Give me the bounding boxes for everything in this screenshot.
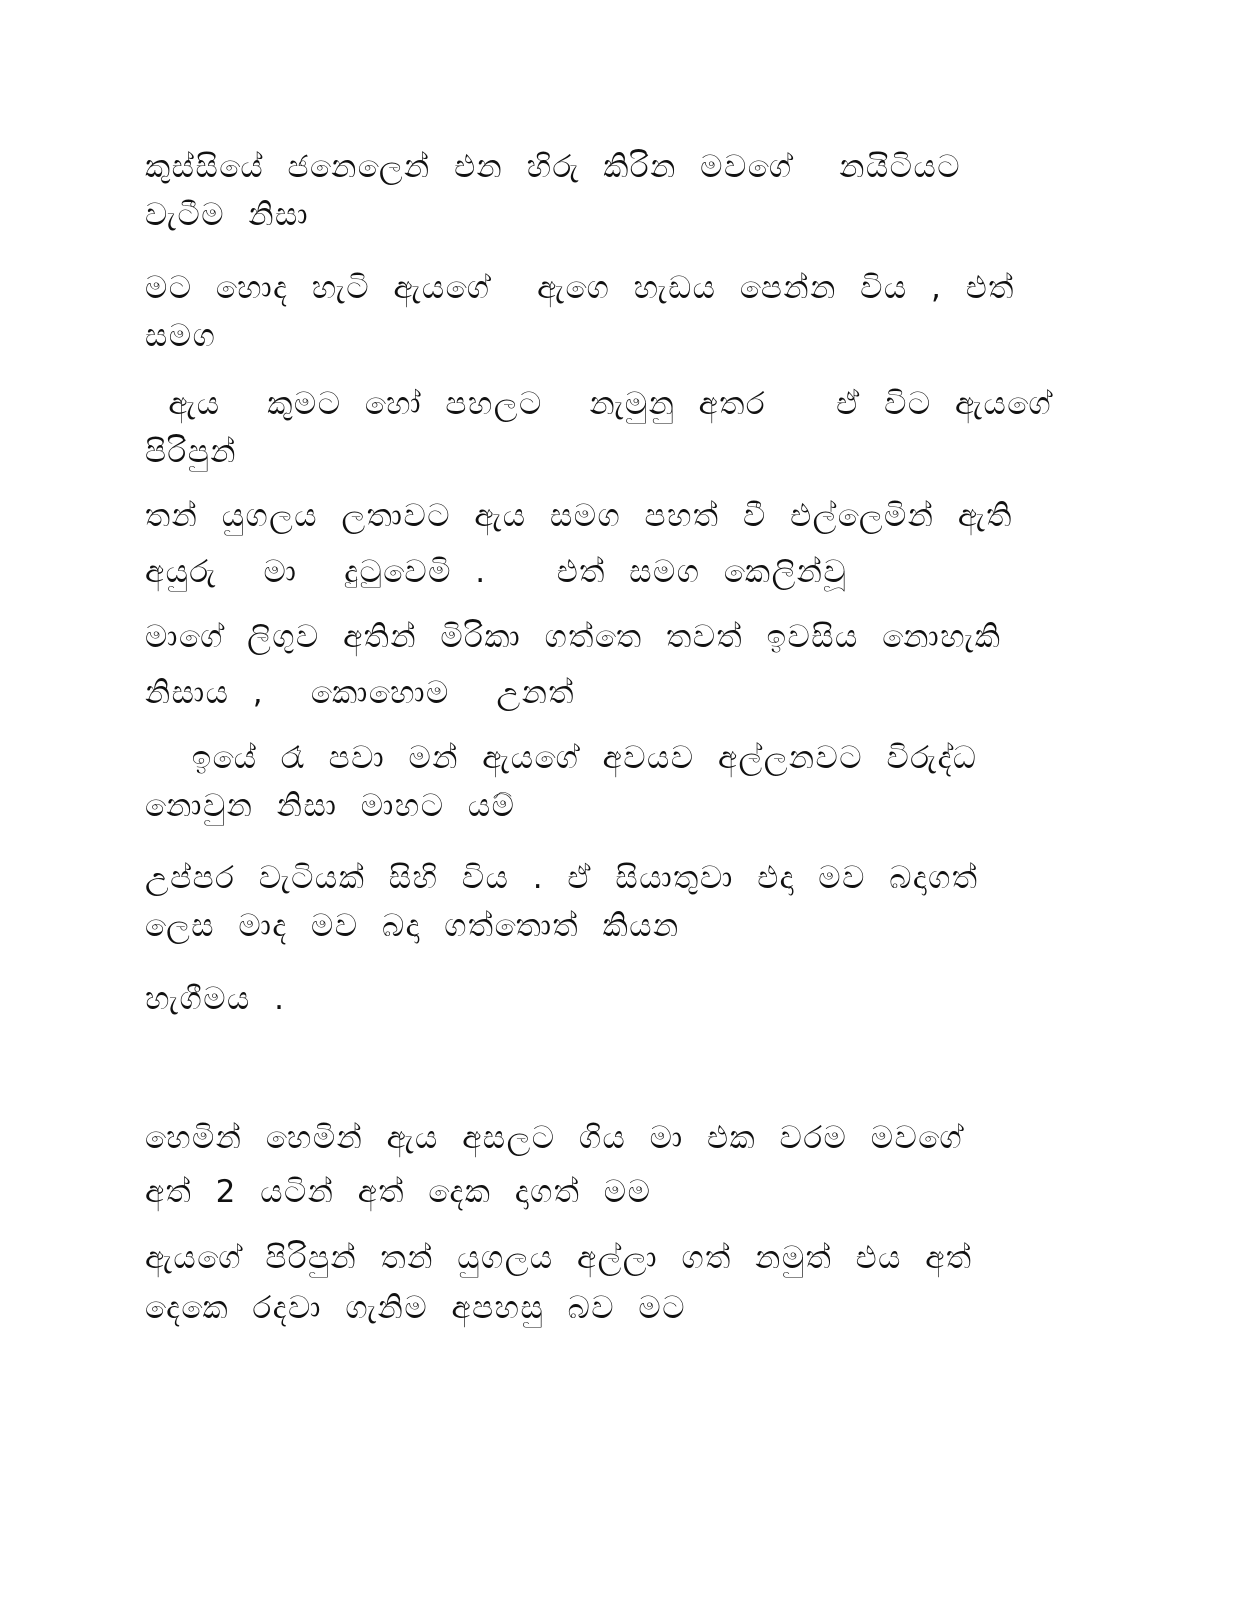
text-line: අයුරු මා දුටුවෙමි . එත් සමග කෙලින්වූ xyxy=(145,554,848,590)
text-line: මාගේ ලිගුව අතින් මිරිකා ගත්තෙ තවත් ඉවසිය නොහැකි xyxy=(145,619,1002,655)
text-line: උප්පර වැටියක් සිහි විය . ඒ සියාතුවා එදා මව බදාගත් xyxy=(145,860,979,896)
text-line: නොවුන නිසා මාහට යම් xyxy=(145,788,516,824)
text-line: ඇය කුමට හෝ පහලට නැමුනු අතර ඒ විට ඇයගේ xyxy=(145,386,1053,422)
text-line: හෙමින් හෙමින් ඇය අසලට ගිය මා එක වරම මවගේ xyxy=(145,1120,964,1156)
text-line: ඉයේ රෑ පවා මන් ඇයගේ අවයව අල්ලනවට විරුද්ධ xyxy=(145,740,978,776)
text-line: මට හොද හැටි ඇයගේ ඇගෙ හැඩය පෙන්න විය , එත් xyxy=(145,270,1015,306)
text-line: තන් යුගලය ලතාවට ඇය සමග පහත් වී එල්ලෙමින් ඇති xyxy=(145,498,1013,534)
text-line: වැටීම නිසා xyxy=(145,197,310,233)
text-line: පිරිපුන් xyxy=(145,434,237,470)
text-line: හැගීමය . xyxy=(145,981,286,1017)
text-line: කුස්සියේ ජනෙලෙන් එන හිරු කිරින මවගේ නයිටියට xyxy=(145,149,962,185)
text-line: ලෙස මාද මව බදා ගත්තොත් කියන xyxy=(145,908,680,944)
text-line: සමග xyxy=(145,318,217,354)
text-line: නිසාය , කොහොම උනත් xyxy=(145,675,576,711)
text-line: අත් 2 යටින් අත් දෙක දාගත් මම xyxy=(145,1174,652,1210)
text-line: ඇයගේ පිරිපුන් තන් යුගලය අල්ලා ගත් නමුත් එය අත් xyxy=(145,1240,973,1276)
text-line: දෙකෙ රදවා ගැනිම අපහසු බව මට xyxy=(145,1290,686,1326)
